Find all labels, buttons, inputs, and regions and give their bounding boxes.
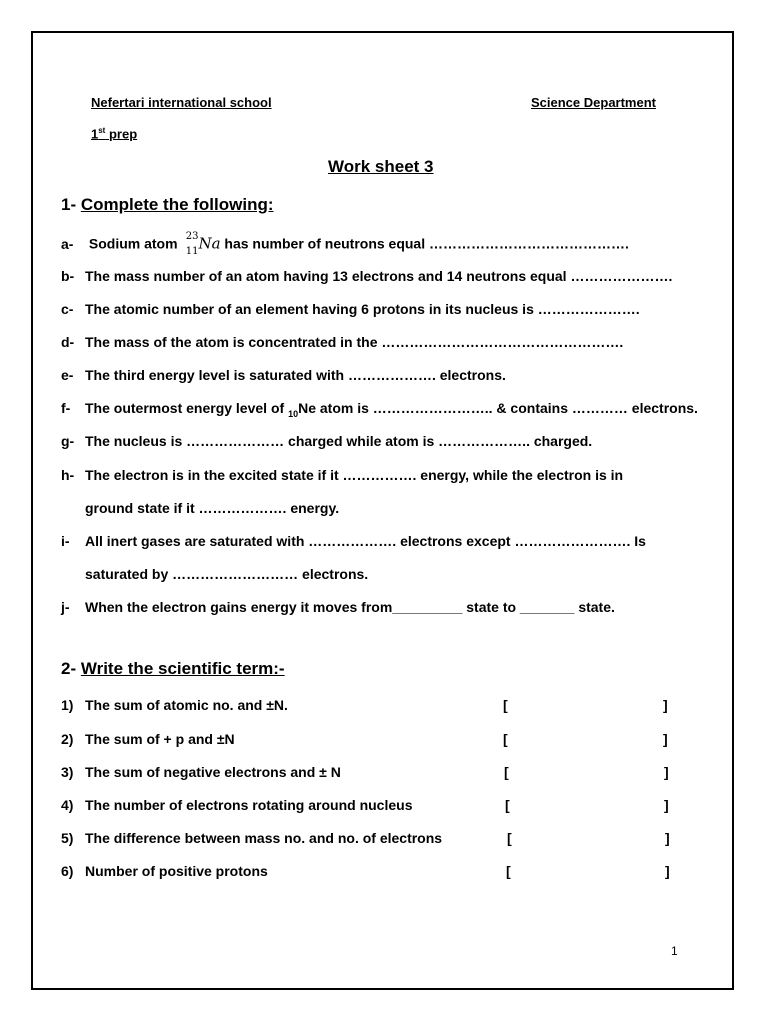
answer-bracket-close: ] bbox=[665, 863, 670, 879]
section2-heading bbox=[61, 659, 285, 679]
answer-bracket-open: [ bbox=[503, 697, 508, 713]
question-a bbox=[61, 231, 629, 257]
page-number: 1 bbox=[671, 944, 678, 958]
term-item bbox=[61, 797, 412, 813]
term-item bbox=[61, 830, 442, 846]
answer-bracket-open: [ bbox=[505, 797, 510, 813]
term-item bbox=[61, 863, 268, 879]
answer-bracket-close: ] bbox=[663, 697, 668, 713]
term-label: 1) bbox=[61, 697, 74, 713]
question-label: f- bbox=[61, 400, 71, 416]
question-label: a- bbox=[61, 235, 74, 252]
question-i bbox=[61, 533, 646, 549]
term-item bbox=[61, 764, 341, 780]
answer-bracket-open: [ bbox=[506, 863, 511, 879]
term-label: 2) bbox=[61, 731, 74, 747]
question-label: e- bbox=[61, 367, 74, 383]
term-text: The sum of + p and ±N bbox=[85, 731, 235, 747]
answer-bracket-close: ] bbox=[664, 764, 669, 780]
answer-bracket-close: ] bbox=[664, 797, 669, 813]
term-label: 3) bbox=[61, 764, 74, 780]
answer-bracket-close: ] bbox=[663, 731, 668, 747]
question-f-post: Ne atom is …………………….. & contains ………… electrons. bbox=[298, 400, 698, 416]
section1-number: 1- bbox=[61, 195, 77, 214]
term-text: The sum of atomic no. and ±N. bbox=[85, 697, 288, 713]
term-text: The number of electrons rotating around nucleus bbox=[85, 797, 413, 813]
question-f-pre: The outermost energy level of bbox=[85, 400, 285, 416]
question-label: h- bbox=[61, 467, 75, 483]
question-a-pre: Sodium atom bbox=[88, 235, 178, 252]
grade-number: 1 bbox=[91, 126, 99, 142]
question-b bbox=[61, 268, 672, 284]
question-text: When the electron gains energy it moves from_________ state to _______ state. bbox=[85, 599, 615, 615]
section2-number: 2- bbox=[61, 659, 77, 678]
neon-atomic-number: 10 bbox=[288, 408, 299, 419]
term-item bbox=[61, 731, 235, 747]
department-name: Science Department bbox=[531, 95, 656, 110]
question-label: d- bbox=[61, 334, 75, 350]
element-symbol: Na bbox=[198, 234, 221, 253]
question-text: The third energy level is saturated with ………………. electrons. bbox=[85, 367, 506, 383]
question-text: The mass number of an atom having 13 electrons and 14 neutrons equal …………………. bbox=[85, 268, 673, 284]
section1-heading bbox=[61, 195, 274, 215]
question-text: The mass of the atom is concentrated in the ……………………………………………. bbox=[85, 334, 624, 350]
school-name: Nefertari international school bbox=[91, 95, 272, 110]
term-label: 5) bbox=[61, 830, 74, 846]
atomic-number: 11 bbox=[185, 246, 199, 257]
answer-bracket-close: ] bbox=[665, 830, 670, 846]
grade-ordinal: st bbox=[98, 126, 106, 135]
question-text: The nucleus is ………………… charged while atom is ……………….. charged. bbox=[85, 433, 593, 449]
answer-bracket-open: [ bbox=[504, 764, 509, 780]
question-a-post: has number of neutrons equal ……………………………………. bbox=[224, 235, 629, 252]
term-text: The difference between mass no. and no. of electrons bbox=[85, 830, 443, 846]
question-h-continued: ground state if it ………………. energy. bbox=[85, 500, 340, 516]
question-f bbox=[61, 400, 698, 419]
question-text: The atomic number of an element having 6 protons in its nucleus is …………………. bbox=[85, 301, 640, 317]
grade-word: prep bbox=[108, 126, 138, 142]
question-e bbox=[61, 367, 506, 383]
term-label: 6) bbox=[61, 863, 74, 879]
question-text: All inert gases are saturated with ………………. electrons except ……………………. Is bbox=[85, 533, 646, 549]
question-g bbox=[61, 433, 592, 449]
question-c bbox=[61, 301, 640, 317]
question-label: g- bbox=[61, 433, 75, 449]
question-label: c- bbox=[61, 301, 74, 317]
question-label: i- bbox=[61, 533, 70, 549]
answer-bracket-open: [ bbox=[507, 830, 512, 846]
question-i-continued: saturated by ……………………… electrons. bbox=[85, 566, 369, 582]
question-label: b- bbox=[61, 268, 75, 284]
answer-bracket-open: [ bbox=[503, 731, 508, 747]
term-item bbox=[61, 697, 288, 713]
term-label: 4) bbox=[61, 797, 74, 813]
question-j bbox=[61, 599, 615, 615]
question-h bbox=[61, 467, 623, 483]
question-label: j- bbox=[61, 599, 70, 615]
question-text: The electron is in the excited state if it ……………. energy, while the electron is in bbox=[85, 467, 624, 483]
section2-title: Write the scientific term:- bbox=[80, 659, 285, 678]
sodium-nuclide-notation bbox=[184, 231, 199, 257]
mass-number: 23 bbox=[185, 231, 199, 242]
grade-level bbox=[91, 126, 137, 141]
section1-title: Complete the following: bbox=[80, 195, 274, 214]
worksheet-title: Work sheet 3 bbox=[328, 157, 434, 176]
question-d bbox=[61, 334, 623, 350]
term-text: Number of positive protons bbox=[85, 863, 268, 879]
term-text: The sum of negative electrons and ± N bbox=[85, 764, 341, 780]
